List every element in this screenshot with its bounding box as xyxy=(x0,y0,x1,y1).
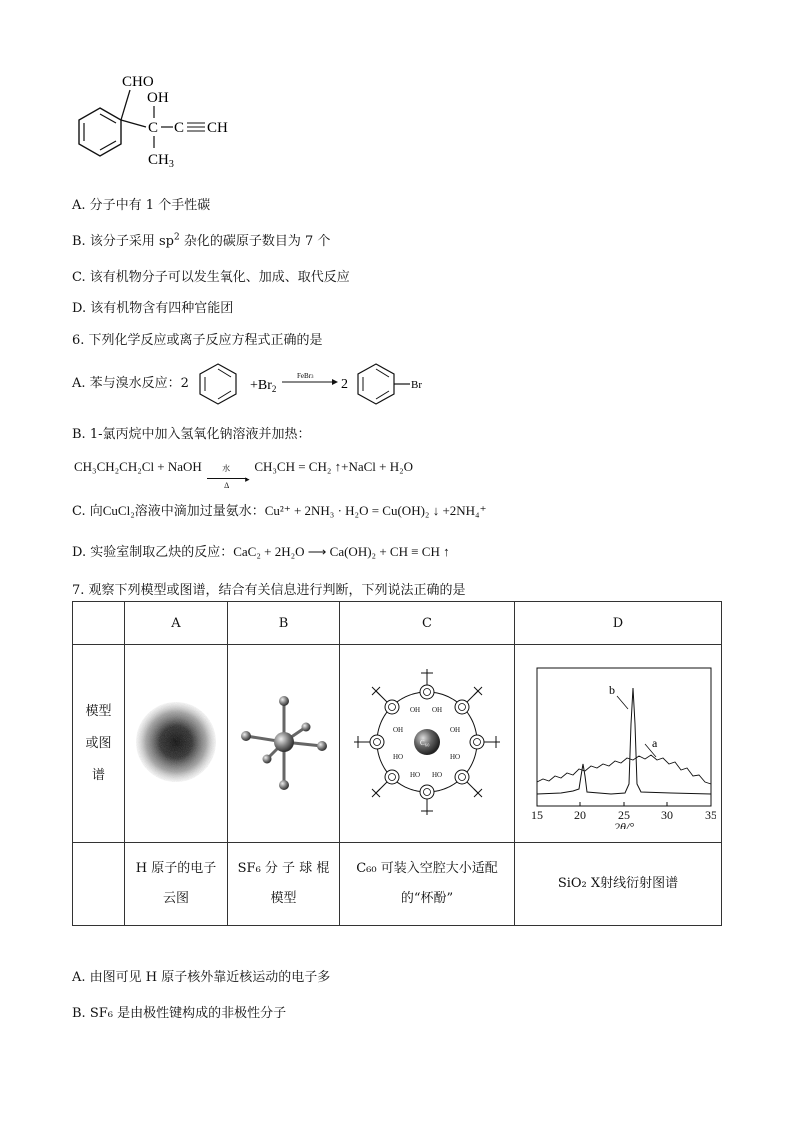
oh-label: OH xyxy=(147,90,169,106)
oh-label: OH xyxy=(410,705,421,714)
row-label-desc xyxy=(73,843,125,926)
label-a: a xyxy=(651,736,657,750)
sulfur-atom xyxy=(274,732,294,752)
ch3-label: $CH_3$ xyxy=(148,152,174,170)
br2-text: $+Br_2$ xyxy=(250,378,277,394)
ch-label: CH xyxy=(207,120,228,136)
label-b: b xyxy=(608,683,615,697)
benzene-ring xyxy=(79,108,121,156)
q5-structure-diagram xyxy=(70,68,250,173)
calixarene-diagram xyxy=(352,667,502,817)
xrd-curve-a xyxy=(537,755,711,784)
cell-sf6-model xyxy=(228,645,340,843)
oh-label: OH xyxy=(393,725,404,734)
fluorine-atom xyxy=(241,731,251,741)
electron-cloud-image xyxy=(131,697,221,787)
xrd-pattern-chart xyxy=(521,654,716,829)
desc-a: H 原子的电子 云图 xyxy=(125,843,228,926)
sf6-ball-stick-model xyxy=(234,687,334,797)
header-c: C xyxy=(340,602,515,645)
fluorine-atom xyxy=(279,696,289,706)
table-desc-row xyxy=(73,843,722,926)
ho-label: HO xyxy=(393,752,404,761)
q6-option-a: A. 苯与溴水反应：2 xyxy=(72,376,189,391)
fluorine-atom xyxy=(317,741,327,751)
cell-xrd xyxy=(515,645,722,843)
ho-label: HO xyxy=(450,752,461,761)
q6-option-b-equation: CH₃CH₂CH₂Cl + NaOH 水 ▸ Δ CH₃CH = CH₂ ↑+NaCl + H₂O xyxy=(74,459,414,490)
coef-2: 2 xyxy=(341,377,348,392)
row-label-model: 模型 或图 谱 xyxy=(73,645,125,843)
tick-15: 15 xyxy=(530,808,543,822)
header-b: B xyxy=(228,602,340,645)
xrd-x-label: 2θ/° xyxy=(613,820,634,829)
br-text: Br xyxy=(411,379,422,391)
bond-c xyxy=(121,120,146,127)
q5-option-c: C. 该有机物分子可以发生氧化、加成、取代反应 xyxy=(72,270,350,285)
q6-option-c: C. 向CuCl₂溶液中滴加过量氨水：Cu²⁺ + 2NH₃ · H₂O = Cu(OH)₂ ↓ +2NH₄⁺ xyxy=(72,503,487,519)
ho-label: HO xyxy=(410,770,421,779)
table-model-row xyxy=(73,645,722,843)
q7-stem: 7. 观察下列模型或图谱，结合有关信息进行判断，下列说法正确的是 xyxy=(72,583,466,598)
q5-option-a: A. 分子中有 1 个手性碳 xyxy=(72,198,211,213)
tick-25: 25 xyxy=(617,808,630,822)
q6-a-equation-diagram xyxy=(196,360,446,406)
table-header-row xyxy=(73,602,722,645)
desc-d: SiO₂ X射线衍射图谱 xyxy=(515,843,722,926)
catalyst-text: FeBr3 xyxy=(297,372,314,380)
bond-cho xyxy=(121,90,130,120)
c-alkyne: C xyxy=(174,120,185,136)
cho-label: CHO xyxy=(122,74,154,90)
fluorine-atom xyxy=(262,754,271,763)
q7-table xyxy=(72,601,722,926)
q6-stem: 6. 下列化学反应或离子反应方程式正确的是 xyxy=(72,333,323,348)
desc-b: SF₆ 分 子 球 棍 模型 xyxy=(228,843,340,926)
c60-label: C₆₀ xyxy=(420,738,430,747)
q6-option-d: D. 实验室制取乙炔的反应：CaC₂ + 2H₂O ⟶ Ca(OH)₂ + CH ≡ CH ↑ xyxy=(72,544,450,560)
cell-electron-cloud xyxy=(125,645,228,843)
q5-option-d: D. 该有机物含有四种官能团 xyxy=(72,301,234,316)
c-center: C xyxy=(148,120,159,136)
fluorine-atom xyxy=(301,722,310,731)
ho-label: HO xyxy=(432,770,443,779)
q7-option-a: A. 由图可见 H 原子核外靠近核运动的电子多 xyxy=(72,970,331,985)
q6-option-b: B. 1-氯丙烷中加入氢氧化钠溶液并加热： xyxy=(72,427,311,442)
cell-calixarene xyxy=(340,645,515,843)
header-d: D xyxy=(515,602,722,645)
xrd-frame xyxy=(537,668,711,806)
q7-option-b: B. SF₆ 是由极性键构成的非极性分子 xyxy=(72,1006,287,1021)
oh-label: OH xyxy=(450,725,461,734)
q5-option-b: B. 该分子采用 $sp^2$ 杂化的碳原子数目为 7 个 xyxy=(72,232,331,249)
header-empty xyxy=(73,602,125,645)
tick-30: 30 xyxy=(660,808,673,822)
tick-20: 20 xyxy=(573,808,586,822)
desc-c: C₆₀ 可装入空腔大小适配 的“杯酚” xyxy=(340,843,515,926)
header-a: A xyxy=(125,602,228,645)
oh-label: OH xyxy=(432,705,443,714)
tick-35: 35 xyxy=(704,808,716,822)
fluorine-atom xyxy=(279,780,289,790)
